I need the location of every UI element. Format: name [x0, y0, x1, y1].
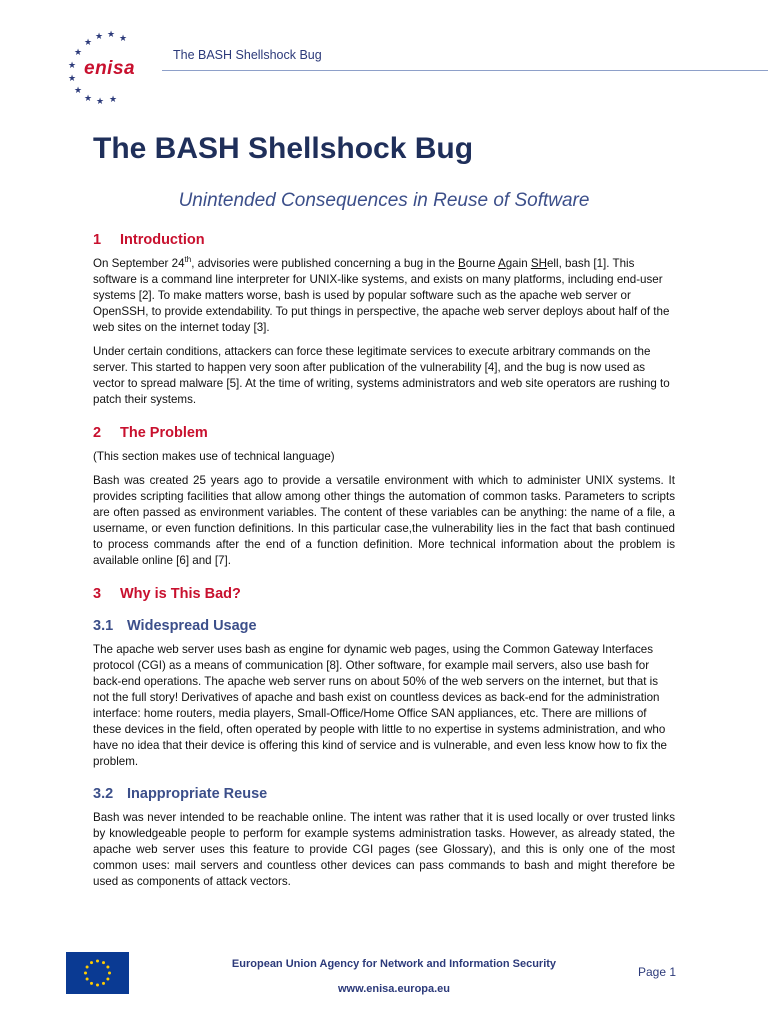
section-heading-introduction: [93, 232, 675, 248]
star-icon: ★: [96, 96, 105, 106]
star-icon: ★: [74, 47, 83, 57]
logo-wordmark: enisa: [84, 58, 136, 79]
section-number: 3.1: [93, 618, 114, 634]
star-icon: ★: [84, 93, 93, 103]
paragraph: The apache web server uses bash as engine for dynamic web pages, using the Common Gateway Interfaces protocol (CGI) as a means of communication [8]. Other software, for example mail servers, also use bash for back-end operations. The apache web server runs on about 50% of the web servers on the internet, but that is not the full story! Derivatives of apache and bash exist on countless devices as back-end for the administration interface: home routers, media players, Small-Office/Home Office SAN appliances, etc. There are millions of these devices in the field, often operated by people with little to no expertise in systems administration, and who have no idea that their device is offering this kind of service and is vulnerable, and even less know how to fix the problem.: [93, 643, 668, 768]
page-subtitle: Unintended Consequences in Reuse of Software: [178, 190, 590, 211]
page-number: Page 1: [638, 965, 677, 979]
enisa-logo: [62, 28, 162, 108]
subsection-heading-reuse: [93, 786, 675, 802]
page-header: [62, 28, 712, 108]
section-title: Why is This Bad?: [120, 586, 241, 602]
document-body: [93, 232, 675, 890]
page-title: The BASH Shellshock Bug: [93, 132, 474, 165]
star-icon: ★: [68, 60, 77, 70]
section-heading-why-bad: [93, 586, 675, 602]
footer-website-link[interactable]: www.enisa.europa.eu: [337, 983, 451, 995]
section-number: 3.2: [93, 786, 114, 802]
subsection-heading-widespread: [93, 618, 675, 634]
section-number: 2: [93, 425, 102, 441]
star-icon: ★: [74, 85, 83, 95]
star-icon: ★: [119, 33, 128, 43]
section-title: The Problem: [120, 425, 208, 441]
star-icon: ★: [107, 29, 116, 39]
header-divider: [162, 70, 768, 71]
paragraph: On September 24th, advisories were published concerning a bug in the Bourne Again SHell, bash [1]. This software is a command line interpreter for UNIX-like systems, and exists on many platforms, including end-user systems [2]. To make matters worse, bash is used by popular software such as the apache web server or OpenSSH, to provide extendability. To put things in perspective, the apache web server deploys about half of the web sites on the internet today [3].: [93, 255, 670, 334]
paragraph: Bash was created 25 years ago to provide a versatile environment with which to administer UNIX systems. It provides scripting facilities that allow among other things the automation of common tasks. Parameters to scripts are often passed as environment variables. The content of these variables can be anything: the name of a file, a username, or even function definitions. In this particular case,the vulnerability lies in the fact that bash continued to process commands after the end of a function definition. More technical information about the problem is available online [6] and [7].: [93, 474, 675, 567]
paragraph: Under certain conditions, attackers can force these legitimate services to execute arbitrary commands on the server. This started to happen very soon after publication of the vulnerability [4], and the bug is now used as vector to spread malware [5]. At the time of writing, systems administrators and web site operators are rushing to patch their systems.: [93, 345, 670, 406]
section-title: Inappropriate Reuse: [127, 786, 268, 802]
section-number: 3: [93, 586, 102, 602]
star-icon: ★: [109, 94, 118, 104]
section-heading-problem: [93, 425, 675, 441]
star-icon: ★: [95, 31, 104, 41]
section-number: 1: [93, 232, 102, 248]
star-icon: ★: [84, 37, 93, 47]
paragraph: Bash was never intended to be reachable online. The intent was rather that it is used locally or over trusted links by knowledgeable people to perform for example systems administration tasks. However, as already stated, the apache web server uses this feature to provide CGI pages (see Glossary), and this is only one of the most common uses: mail servers and countless other devices can pass commands to bash and might therefore be used as components of attack vectors.: [93, 811, 675, 888]
star-icon: ★: [68, 73, 77, 83]
section-title: Widespread Usage: [127, 618, 257, 634]
section-title: Introduction: [120, 232, 205, 248]
paragraph-note: (This section makes use of technical language): [93, 450, 335, 463]
running-header-title: The BASH Shellshock Bug: [173, 48, 322, 62]
footer-agency-name: European Union Agency for Network and Information Security: [231, 958, 557, 970]
